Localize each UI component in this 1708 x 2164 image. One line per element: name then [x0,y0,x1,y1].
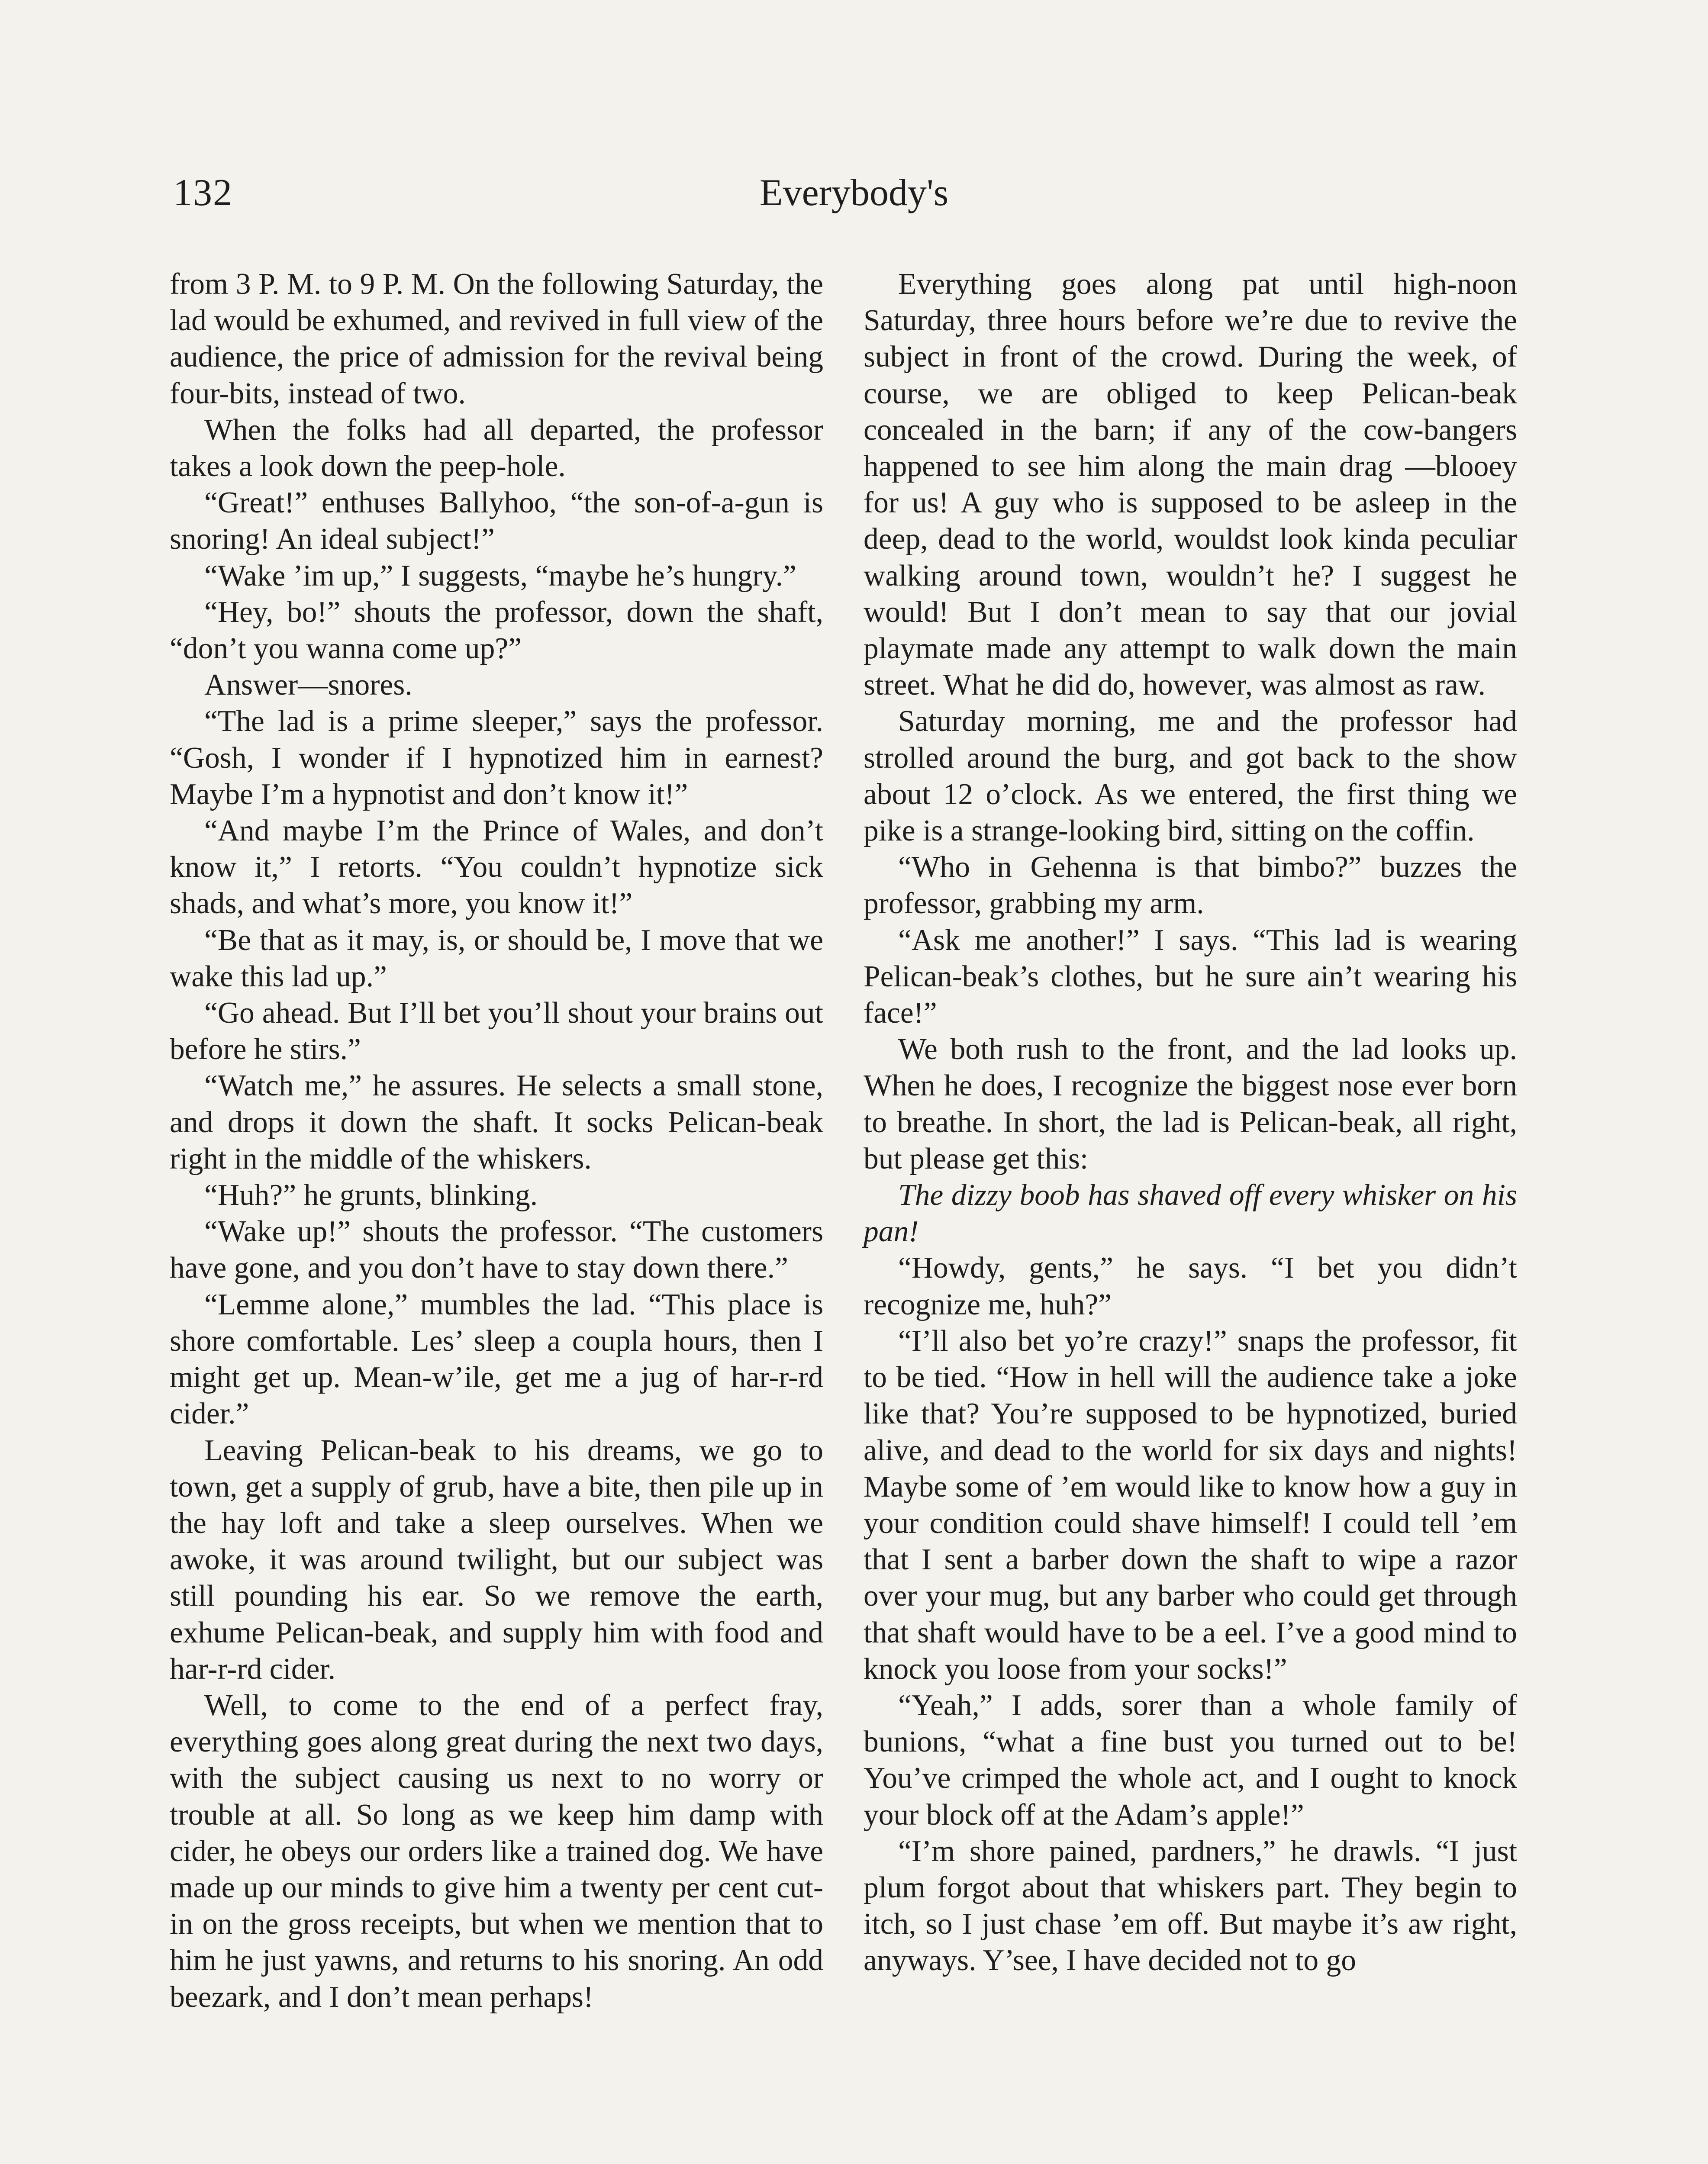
paragraph: “Be that as it may, is, or should be, I move that we wake this lad up.” [170,923,823,993]
paragraph: Leaving Pelican-beak to his dreams, we go to town, get a supply of grub, have a bite, then pile up in the hay loft and take a sleep ourselves. When we awoke, it was around twilight, but our subject was still pounding his ear. So we remove the earth, exhume Pelican-beak, and supply him with food and har-r-rd cider. [170,1433,823,1686]
paragraph: “Wake up!” shouts the professor. “The customers have gone, and you don’t have to stay down there.” [170,1215,823,1285]
paragraph: Well, to come to the end of a perfect fray, everything goes along great during the next two days, with the subject causing us next to no worry or trouble at all. So long as we keep him damp with cider, he obeys our orders like a trained dog. We have made up our minds to give him a twenty per cent cut-in on the gross receipts, but when we mention that to him he just yawns, and returns to his snoring. An odd beezark, and I don’t mean perhaps! [170,1688,823,2014]
right-column [864,266,1517,1979]
paragraph: “Go ahead. But I’ll bet you’ll shout your brains out before he stirs.” [170,996,823,1066]
paragraph: “The lad is a prime sleeper,” says the professor. “Gosh, I wonder if I hypnotized him in earnest? Maybe I’m a hypnotist and don’t know it!” [170,705,823,811]
left-column [170,266,823,2016]
paragraph: “And maybe I’m the Prince of Wales, and don’t know it,” I retorts. “You couldn’t hypnotize sick shads, and what’s more, you know it!” [170,814,823,921]
paragraph: “Howdy, gents,” he says. “I bet you didn’t recognize me, huh?” [864,1251,1517,1321]
paragraph: “Great!” enthuses Ballyhoo, “the son-of-a-gun is snoring! An ideal subject!” [170,486,823,556]
italic-paragraph: The dizzy boob has shaved off every whisker on his pan! [864,1179,1517,1249]
paragraph: When the folks had all departed, the professor takes a look down the peep-hole. [170,413,823,483]
paragraph: We both rush to the front, and the lad looks up. When he does, I recognize the biggest nose ever born to breathe. In short, the lad is Pelican-beak, all right, but please get this: [864,1033,1517,1175]
paragraph: “Yeah,” I adds, sorer than a whole family of bunions, “what a fine bust you turned out to be! You’ve crimped the whole act, and I ought to knock your block off at the Adam’s apple!” [864,1688,1517,1832]
paragraph: “Hey, bo!” shouts the professor, down the shaft, “don’t you wanna come up?” [170,595,823,666]
paragraph: from 3 P. M. to 9 P. M. On the following Saturday, the lad would be exhumed, and revived in full view of the audience, the price of admission for the revival being four-bits, instead of two. [170,267,823,410]
paragraph: Everything goes along pat until high-noon Saturday, three hours before we’re due to revive the subject in front of the crowd. During the week, of course, we are obliged to keep Pelican-beak concealed in the barn; if any of the cow-bangers happened to see him along the main drag —blooey for us! A guy who is supposed to be asleep in the deep, dead to the world, wouldst look kinda peculiar walking around town, wouldn’t he? I suggest he would! But I don’t mean to say that our jovial playmate made any attempt to walk down the main street. What he did do, however, was almost as raw. [864,267,1517,702]
paragraph: “I’m shore pained, pardners,” he drawls. “I just plum forgot about that whiskers part. They begin to itch, so I just chase ’em off. But maybe it’s aw right, anyways. Y’see, I have decided not to go [864,1834,1517,1977]
paragraph: “Lemme alone,” mumbles the lad. “This place is shore comfortable. Les’ sleep a coupla hours, then I might get up. Mean-w’ile, get me a jug of har-r-rd cider.” [170,1288,823,1431]
page-number: 132 [173,172,233,214]
paragraph: “Wake ’im up,” I suggests, “maybe he’s hungry.” [204,559,796,593]
paragraph: Saturday morning, me and the professor had strolled around the burg, and got back to the show about 12 o’clock. As we entered, the first thing we pike is a strange-looking bird, sitting on the coffin. [864,705,1517,848]
paragraph: “Who in Gehenna is that bimbo?” buzzes the professor, grabbing my arm. [864,850,1517,921]
paragraph: “Ask me another!” I says. “This lad is wearing Pelican-beak’s clothes, but he sure ain’t wearing his face!” [864,923,1517,1030]
paragraph: “Watch me,” he assures. He selects a small stone, and drops it down the shaft. It socks Pelican-beak right in the middle of the whiskers. [170,1069,823,1175]
paragraph: “Huh?” he grunts, blinking. [204,1179,538,1212]
paragraph: “I’ll also bet yo’re crazy!” snaps the professor, fit to be tied. “How in hell will the audience take a joke like that? You’re supposed to be hypnotized, buried alive, and dead to the world for six days and nights! Maybe some of ’em would like to know how a guy in your condition could shave himself! I could tell ’em that I sent a barber down the shaft to wipe a razor over your mug, but any barber who could get through that shaft would have to be a eel. I’ve a good mind to knock you loose from your socks!” [864,1324,1517,1686]
running-head-title: Everybody's [759,172,949,214]
paragraph: Answer—snores. [204,668,412,702]
